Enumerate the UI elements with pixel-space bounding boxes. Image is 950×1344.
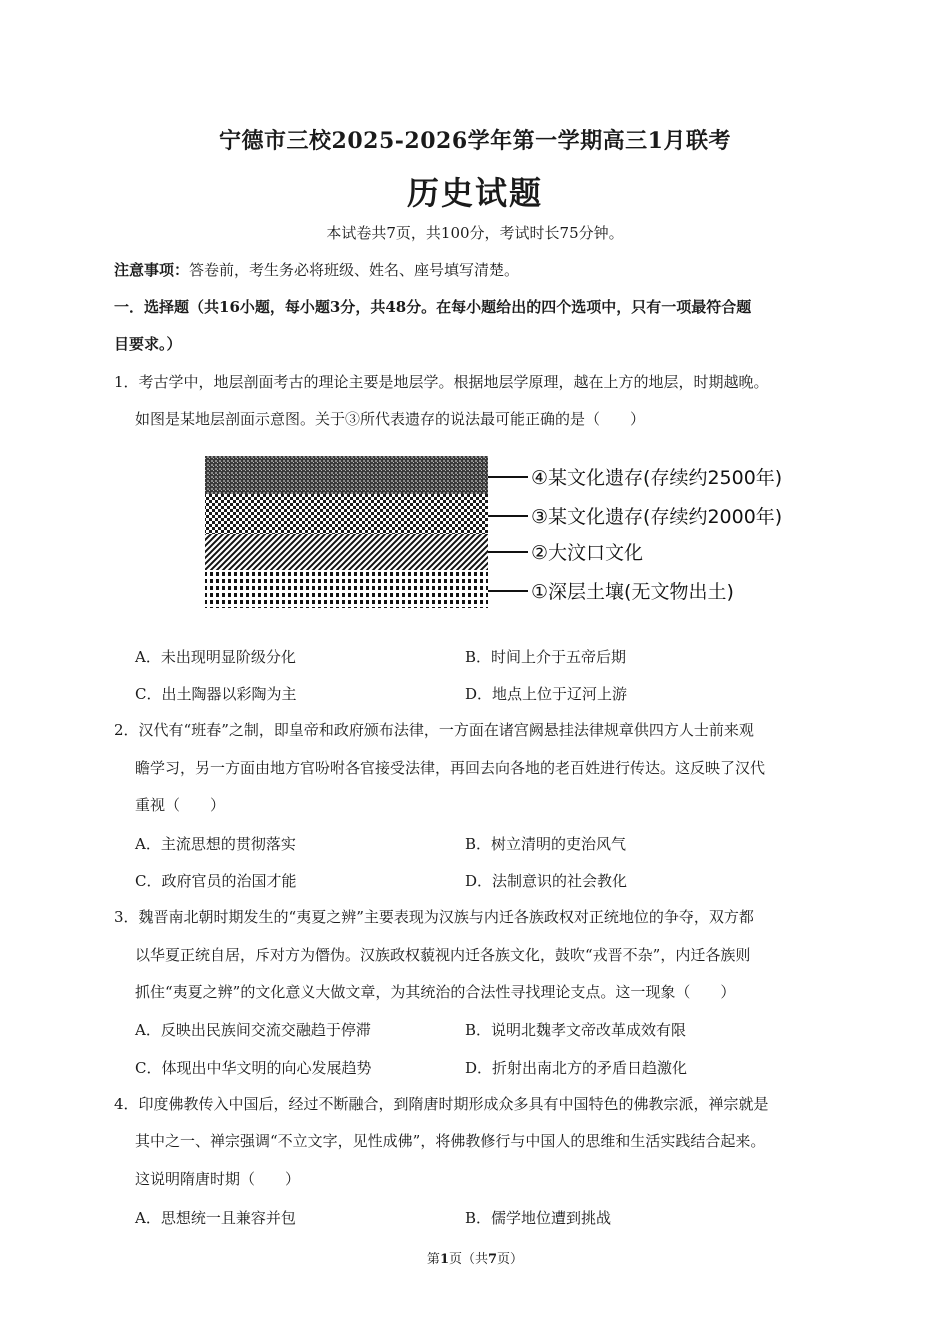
exam-title: 宁德市三校2025-2026学年第一学期高三1月联考 — [219, 128, 731, 154]
layer-3-label: ③某文化遗存(存续约2000年) — [531, 506, 783, 528]
stratigraphy-figure — [203, 452, 783, 622]
q3-line2: 以华夏正统自居，斥对方为僭伪。汉族政权藐视内迁各族文化，鼓吹“戎晋不杂”，内迁各族则 — [135, 946, 751, 964]
footer-prefix: 第 — [426, 1252, 440, 1267]
page-footer — [0, 1248, 950, 1267]
q1-option-d[interactable]: D．地点上位于辽河上游 — [465, 685, 628, 703]
footer-total-pages: 7 — [488, 1252, 498, 1267]
q2-line1: 2．汉代有“班春”之制，即皇帝和政府颁布法律，一方面在诸宫阙悬挂法律规章供四方人士前来观 — [114, 721, 754, 739]
q3-line1: 3．魏晋南北朝时期发生的“夷夏之辨”主要表现为汉族与内迁各族政权对正统地位的争夺，双方都 — [114, 908, 754, 926]
layer-1-label: ①深层土壤(无文物出土) — [531, 581, 734, 603]
notice-text: 答卷前，考生务必将班级、姓名、座号填写清楚。 — [189, 261, 520, 279]
q3-line3: 抓住“夷夏之辨”的文化意义大做文章，为其统治的合法性寻找理论支点。这一现象（ ） — [135, 983, 736, 1001]
layer-4-label: ④某文化遗存(存续约2500年) — [531, 467, 783, 489]
q2-option-b[interactable]: B．树立清明的吏治风气 — [465, 835, 627, 853]
q2-option-c[interactable]: C．政府官员的治国才能 — [135, 872, 297, 890]
exam-info: 本试卷共7页，共100分，考试时长75分钟。 — [326, 224, 624, 242]
layer-3-band — [205, 494, 488, 534]
q1-option-a[interactable]: A．未出现明显阶级分化 — [135, 648, 296, 666]
footer-suffix: 页） — [497, 1252, 524, 1267]
q1-option-c[interactable]: C．出土陶器以彩陶为主 — [135, 685, 297, 703]
section-heading-line1: 一．选择题（共16小题，每小题3分，共48分。在每小题给出的四个选项中，只有一项最符合题 — [114, 298, 752, 316]
layer-2-label: ②大汶口文化 — [531, 542, 644, 564]
q2-line3: 重视（ ） — [135, 796, 226, 814]
q1-option-b[interactable]: B．时间上介于五帝后期 — [465, 648, 627, 666]
footer-mid: 页（共 — [448, 1252, 488, 1267]
q1-line1: 1．考古学中，地层剖面考古的理论主要是地层学。根据地层学原理，越在上方的地层，时期越晚。 — [114, 373, 769, 391]
q3-option-b[interactable]: B．说明北魏孝文帝改革成效有限 — [465, 1021, 687, 1039]
q3-option-c[interactable]: C．体现出中华文明的向心发展趋势 — [135, 1059, 372, 1077]
layer-1-band — [205, 570, 488, 608]
q2-line2: 瞻学习，另一方面由地方官吩咐各官接受法律，再回去向各地的老百姓进行传达。这反映了汉代 — [135, 759, 766, 777]
notice-label: 注意事项： — [114, 261, 190, 279]
q4-option-b[interactable]: B．儒学地位遭到挑战 — [465, 1209, 612, 1227]
q3-option-a[interactable]: A．反映出民族间交流交融趋于停滞 — [135, 1021, 371, 1039]
layer-4-band — [205, 456, 488, 494]
layer-2-band — [205, 534, 488, 570]
q3-option-d[interactable]: D．折射出南北方的矛盾日趋激化 — [465, 1059, 688, 1077]
subject-title: 历史试题 — [406, 174, 543, 212]
q1-line2: 如图是某地层剖面示意图。关于③所代表遗存的说法最可能正确的是（ ） — [135, 410, 646, 428]
footer-page-number: 1 — [439, 1252, 449, 1267]
q4-line3: 这说明隋唐时期（ ） — [135, 1170, 301, 1188]
q4-option-a[interactable]: A．思想统一且兼容并包 — [135, 1209, 296, 1227]
q4-line2: 其中之一、禅宗强调“不立文字，见性成佛”，将佛教修行与中国人的思维和生活实践结合起来。 — [135, 1132, 766, 1150]
q2-option-a[interactable]: A．主流思想的贯彻落实 — [135, 835, 296, 853]
notice — [114, 260, 519, 280]
section-heading-line2: 目要求。） — [114, 335, 182, 353]
q2-option-d[interactable]: D．法制意识的社会教化 — [465, 872, 628, 890]
q4-line1: 4．印度佛教传入中国后，经过不断融合，到隋唐时期形成众多具有中国特色的佛教宗派，禅宗就是 — [114, 1095, 769, 1113]
